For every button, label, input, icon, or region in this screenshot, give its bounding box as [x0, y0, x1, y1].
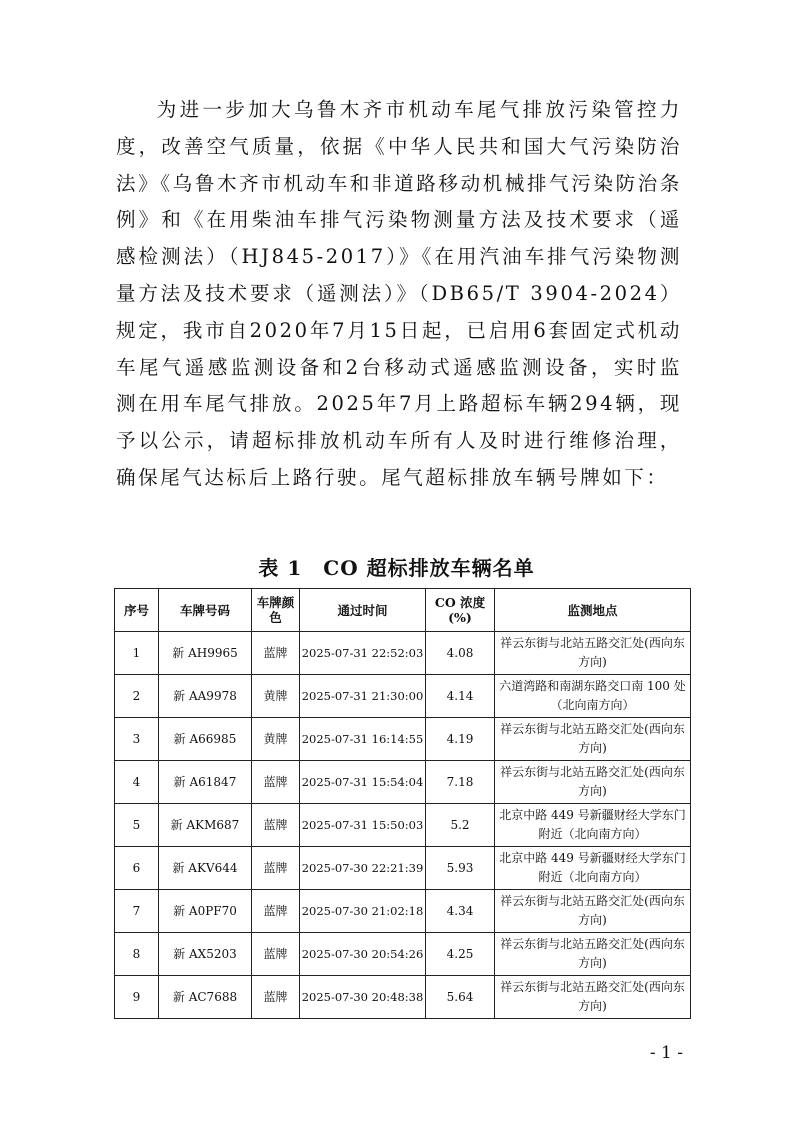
cell-co: 5.64 [426, 976, 495, 1019]
cell-location: 北京中路 449 号新疆财经大学东门附近（北向南方向） [495, 847, 691, 890]
intro-paragraph [116, 92, 682, 497]
cell-time: 2025-07-30 20:54:26 [300, 933, 426, 976]
cell-time: 2025-07-31 16:14:55 [300, 718, 426, 761]
table-title: 表 1 CO 超标排放车辆名单 [258, 556, 535, 580]
cell-time: 2025-07-31 21:30:00 [300, 675, 426, 718]
cell-plate: 新 AA9978 [159, 675, 252, 718]
cell-location: 北京中路 449 号新疆财经大学东门附近（北向南方向） [495, 804, 691, 847]
cell-color: 蓝牌 [252, 761, 300, 804]
table-row [115, 675, 691, 718]
cell-seq: 7 [115, 890, 159, 933]
cell-seq: 2 [115, 675, 159, 718]
cell-time: 2025-07-30 20:48:38 [300, 976, 426, 1019]
cell-color: 黄牌 [252, 675, 300, 718]
cell-co: 5.93 [426, 847, 495, 890]
page-number: - 1 - [649, 1043, 683, 1063]
cell-time: 2025-07-31 22:52:03 [300, 632, 426, 675]
cell-plate: 新 A0PF70 [159, 890, 252, 933]
cell-co: 4.34 [426, 890, 495, 933]
cell-time: 2025-07-30 22:21:39 [300, 847, 426, 890]
cell-color: 蓝牌 [252, 847, 300, 890]
cell-seq: 8 [115, 933, 159, 976]
cell-co: 4.14 [426, 675, 495, 718]
cell-plate: 新 AX5203 [159, 933, 252, 976]
cell-location: 祥云东街与北站五路交汇处(西向东方向) [495, 890, 691, 933]
cell-plate: 新 A61847 [159, 761, 252, 804]
cell-seq: 5 [115, 804, 159, 847]
cell-seq: 3 [115, 718, 159, 761]
table-row [115, 632, 691, 675]
cell-color: 蓝牌 [252, 890, 300, 933]
cell-seq: 6 [115, 847, 159, 890]
cell-color: 蓝牌 [252, 976, 300, 1019]
cell-location: 六道湾路和南湖东路交口南 100 处（北向南方向） [495, 675, 691, 718]
cell-plate: 新 AH9965 [159, 632, 252, 675]
cell-seq: 4 [115, 761, 159, 804]
cell-plate: 新 AC7688 [159, 976, 252, 1019]
cell-time: 2025-07-31 15:50:03 [300, 804, 426, 847]
cell-co: 4.19 [426, 718, 495, 761]
cell-time: 2025-07-31 15:54:04 [300, 761, 426, 804]
cell-color: 黄牌 [252, 718, 300, 761]
cell-seq: 9 [115, 976, 159, 1019]
cell-time: 2025-07-30 21:02:18 [300, 890, 426, 933]
table-row [115, 718, 691, 761]
table-row [115, 761, 691, 804]
cell-location: 祥云东街与北站五路交汇处(西向东方向) [495, 976, 691, 1019]
table-header-row [115, 589, 691, 632]
table-row [115, 847, 691, 890]
cell-co: 7.18 [426, 761, 495, 804]
cell-location: 祥云东街与北站五路交汇处(西向东方向) [495, 718, 691, 761]
table-row [115, 804, 691, 847]
cell-location: 祥云东街与北站五路交汇处(西向东方向) [495, 933, 691, 976]
co-exceed-table [114, 588, 691, 1019]
cell-color: 蓝牌 [252, 933, 300, 976]
header-time: 通过时间 [300, 589, 426, 632]
cell-co: 4.08 [426, 632, 495, 675]
cell-color: 蓝牌 [252, 632, 300, 675]
header-color: 车牌颜色 [252, 589, 300, 632]
cell-seq: 1 [115, 632, 159, 675]
cell-location: 祥云东街与北站五路交汇处(西向东方向) [495, 761, 691, 804]
cell-co: 4.25 [426, 933, 495, 976]
intro-text: 为进一步加大乌鲁木齐市机动车尾气排放污染管控力度，改善空气质量，依据《中华人民共和国大气污染防治法》《乌鲁木齐市机动车和非道路移动机械排气污染防治条例》和《在用柴油车排气污染物测量方法及技术要求（遥感检测法）（HJ845-2017）》《在用汽油车排气污染物测量方法及技术要求（遥测法）》（DB65/T 3904-2024）规定，我市自2020年7月15日起，已启用6套固定式机动车尾气遥感监测设备和2台移动式遥感监测设备，实时监测在用车尾气排放。2025年7月上路超标车辆294辆，现予以公示，请超标排放机动车所有人及时进行维修治理，确保尾气达标后上路行驶。尾气超标排放车辆号牌如下： [116, 98, 682, 489]
cell-color: 蓝牌 [252, 804, 300, 847]
cell-plate: 新 AKV644 [159, 847, 252, 890]
cell-location: 祥云东街与北站五路交汇处(西向东方向) [495, 632, 691, 675]
table-row [115, 933, 691, 976]
header-seq: 序号 [115, 589, 159, 632]
header-location: 监测地点 [495, 589, 691, 632]
cell-plate: 新 AKM687 [159, 804, 252, 847]
header-co: CO 浓度(%) [426, 589, 495, 632]
cell-plate: 新 A66985 [159, 718, 252, 761]
cell-co: 5.2 [426, 804, 495, 847]
table-row [115, 890, 691, 933]
header-plate: 车牌号码 [159, 589, 252, 632]
table-row [115, 976, 691, 1019]
